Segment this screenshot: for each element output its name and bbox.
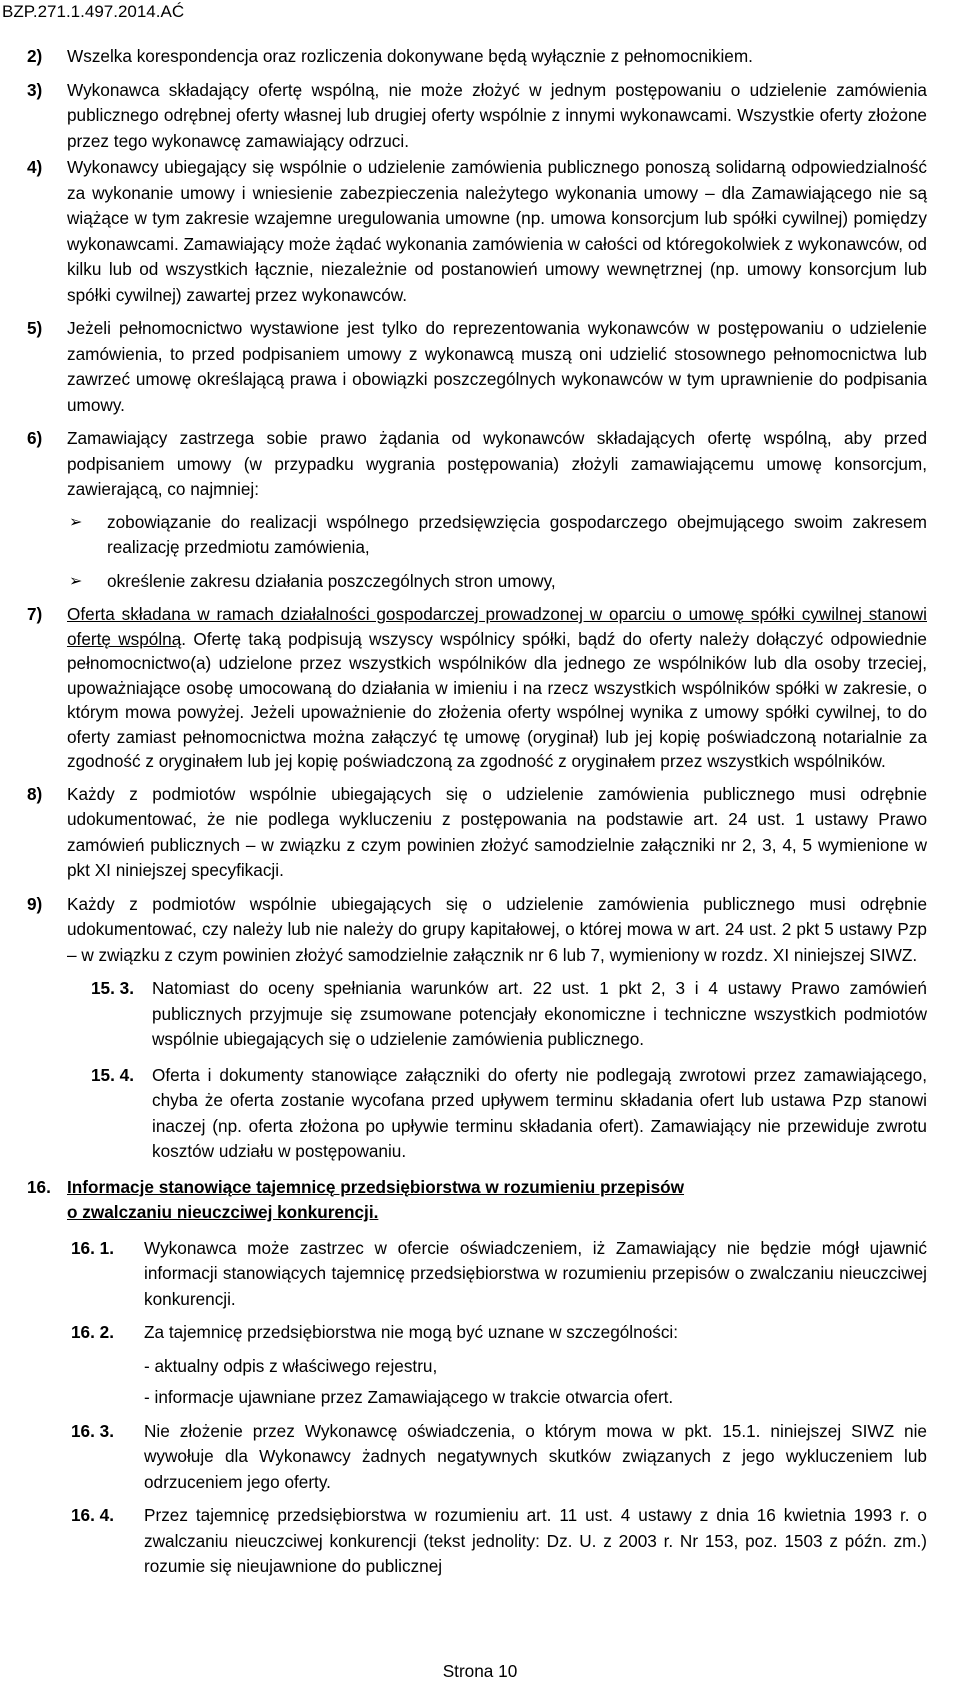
section-heading xyxy=(27,1175,927,1226)
subsection-number: 16. 4. xyxy=(71,1505,115,1525)
item-number: 6) xyxy=(27,428,43,448)
list-item xyxy=(27,78,927,155)
subsection-number: 16. 3. xyxy=(71,1420,115,1441)
dash-item: - informacje ujawniane przez Zamawiającego w trakcie otwarcia ofert. xyxy=(144,1387,674,1407)
item-number: 5) xyxy=(27,318,43,338)
subsection-text: Oferta i dokumenty stanowiące załączniki do oferty nie podlegają zwrotowi przez zamawiającego, chyba że oferta zostanie wycofana przed upływem terminu składania ofert lub ustawa Pzp stanowi inaczej (np. oferta złożona po upływie terminu składania ofert). Zamawiający nie przewiduje zwrotu kosztów udziału w postępowaniu. xyxy=(152,1064,927,1161)
section-title-line2: o zwalczaniu nieuczciwej konkurencji. xyxy=(67,1202,379,1222)
subsection-text: Za tajemnicę przedsiębiorstwa nie mogą być uznane w szczególności: xyxy=(144,1322,679,1342)
bullet-text: określenie zakresu działania poszczególnych stron umowy, xyxy=(107,570,556,591)
item-text: . Ofertę taką podpisują wszyscy wspólnicy spółki, bądź do oferty należy dołączyć odpowiednie pełnomocnictwo(a) udzielone przez wszystkich wspólników dla jednego ze wspólników lub dla osoby trzeciej, upoważniające osobę umocowaną do działania w imieniu i na rzecz wszystkich wspólników spółki w zakresie, o którym mowa powyżej. Jeżeli upoważnienie do złożenia oferty wspólnej wynika z umowy spółki cywilnej, to do oferty zamiast pełnomocnictwa można załączyć tę umowę (oryginał) lub jej kopię poświadczoną notarialnie za zgodność z oryginałem lub jej kopię poświadczoną za zgodność z oryginałem przez wszystkich wspólników. xyxy=(67,628,927,771)
arrow-bullet-icon: ➢ xyxy=(69,513,83,531)
item-number: 8) xyxy=(27,783,43,804)
dash-item: - aktualny odpis z właściwego rejestru, xyxy=(144,1355,438,1376)
item-text: Wykonawca składający ofertę wspólną, nie może złożyć w jednym postępowaniu o udzielenie zamówienia publicznego odrębnej oferty własnej lub drugiej oferty wspólnie z innymi wykonawcami. Wszystkie oferty złożone przez tego wykonawcę zamawiający odrzuci. xyxy=(67,79,927,151)
item-number: 2) xyxy=(27,46,43,66)
subsection-item xyxy=(27,1236,927,1313)
item-text: Każdy z podmiotów wspólnie ubiegających się o udzielenie zamówienia publicznego musi odrębnie udokumentować, że nie podlega wykluczeniu z postępowania na podstawie art. 24 ust. 1 ustawy Prawo zamówień publicznych – w związku z czym powinien złożyć samodzielnie załączniki nr 2, 3, 4, 5 wymienione w pkt XI niniejszej specyfikacji. xyxy=(67,783,927,880)
list-item xyxy=(27,426,927,594)
subsection-item xyxy=(27,1063,927,1165)
subsection-item xyxy=(27,1320,927,1346)
bullet-text: zobowiązanie do realizacji wspólnego przedsięwzięcia gospodarczego obejmującego swoim zakresem realizację przedmiotu zamówienia, xyxy=(107,511,927,557)
item-text: Każdy z podmiotów wspólnie ubiegających się o udzielenie zamówienia publicznego musi odrębnie udokumentować, czy należy lub nie należy do grupy kapitałowej, o której mowa w art. 24 ust. 2 pkt 5 ustawy Pzp – w związku z czym powinien złożyć samodzielnie załącznik nr 6 lub 7, wymieniony w rozdz. XI niniejszej SIWZ. xyxy=(67,893,927,965)
item-text: Jeżeli pełnomocnictwo wystawione jest tylko do reprezentowania wykonawców w postępowaniu o udzielenie zamówienia, to przed podpisaniem umowy z wykonawcą muszą oni udzielić stosownego pełnomocnictwa lub zawrzeć umowę określającą prawa i obowiązki poszczególnych wykonawców w tym uprawnienie do podpisania umowy. xyxy=(67,318,927,415)
item-text: Wszelka korespondencja oraz rozliczenia dokonywane będą wyłącznie z pełnomocnikiem. xyxy=(67,46,753,66)
item-number: 4) xyxy=(27,157,43,177)
bullet-item xyxy=(67,569,927,595)
item-text: Zamawiający zastrzega sobie prawo żądania od wykonawców składających ofertę wspólną, aby przed podpisaniem umowy (w przypadku wygrania postępowania) złożyli zamawiającemu umowę konsorcjum, zawierającą, co najmniej: xyxy=(67,428,927,499)
subsection-text: Wykonawca może zastrzec w ofercie oświadczeniem, iż Zamawiający nie będzie mógł ujawnić informacji stanowiących tajemnicę przedsiębiorstwa w rozumieniu przepisów o zwalczaniu nieuczciwej konkurencji. xyxy=(144,1237,927,1309)
list-item xyxy=(27,316,927,418)
item-number: 7) xyxy=(27,604,43,624)
page-number: Strona 10 xyxy=(442,1661,518,1681)
item-number: 3) xyxy=(27,79,43,100)
subsection-item xyxy=(27,1419,927,1496)
bullet-list xyxy=(67,510,927,595)
underlined-text: Oferta składana w ramach działalności gospodarczej prowadzonej w oparciu o umowę spółki cywilnej stanowi ofertę wspólną xyxy=(67,604,927,649)
subsection-number: 15. 4. xyxy=(91,1064,135,1085)
document-body xyxy=(27,44,927,1588)
section-number: 16. xyxy=(27,1176,51,1197)
subsection-text: Nie złożenie przez Wykonawcę oświadczenia, o którym mowa w pkt. 15.1. niniejszej SIWZ nie wywołuje dla Wykonawcy żadnych negatywnych skutków związanych z jego wykluczeniem lub odrzuceniem jego oferty. xyxy=(144,1420,927,1492)
subsection-item xyxy=(27,976,927,1053)
list-item xyxy=(27,782,927,884)
subsection-number: 15. 3. xyxy=(91,978,135,998)
section-title-line1: Informacje stanowiące tajemnicę przedsiębiorstwa w rozumieniu przepisów xyxy=(67,1176,685,1197)
subsection-number: 16. 2. xyxy=(71,1322,115,1342)
document-id: BZP.271.1.497.2014.AĆ xyxy=(2,2,185,21)
list-item xyxy=(27,602,927,774)
list-item xyxy=(27,892,927,969)
subsection-item xyxy=(27,1503,927,1580)
bullet-item xyxy=(67,510,927,561)
list-item xyxy=(27,44,927,70)
subsection-text: Przez tajemnicę przedsiębiorstwa w rozumieniu art. 11 ust. 4 ustawy z dnia 16 kwietnia 1993 r. o zwalczaniu nieuczciwej konkurencji (tekst jednolity: Dz. U. z 2003 r. Nr 153, poz. 1503 z późn. zm.) rozumie się nieujawnione do publicznej xyxy=(144,1505,927,1576)
list-item xyxy=(27,155,927,308)
subsection-text: Natomiast do oceny spełniania warunków art. 22 ust. 1 pkt 2, 3 i 4 ustawy Prawo zamówień publicznych przyjmuje się zsumowane potencjały ekonomiczne i techniczne wszystkich podmiotów wspólnie ubiegających się o udzielenie zamówienia publicznego. xyxy=(152,978,927,1049)
item-text: Wykonawcy ubiegający się wspólnie o udzielenie zamówienia publicznego ponoszą solidarną odpowiedzialność za wykonanie umowy i wniesienie zabezpieczenia należytego wykonania umowy – dla Zamawiającego nie są wiążące w tym zakresie wzajemne uregulowania umowne (np. umowa konsorcjum lub spółki cywilnej) pomiędzy wykonawcami. Zamawiający może żądać wykonania zamówienia w całości od któregokolwiek z wykonawców, od kilku lub od wszystkich łącznie, niezależnie od postanowień umowy wewnętrznej (np. umowy konsorcjum lub spółki cywilnej) zawartej przez wykonawców. xyxy=(67,157,927,305)
subsection-number: 16. 1. xyxy=(71,1237,115,1258)
item-number: 9) xyxy=(27,893,43,914)
arrow-bullet-icon: ➢ xyxy=(69,572,83,590)
